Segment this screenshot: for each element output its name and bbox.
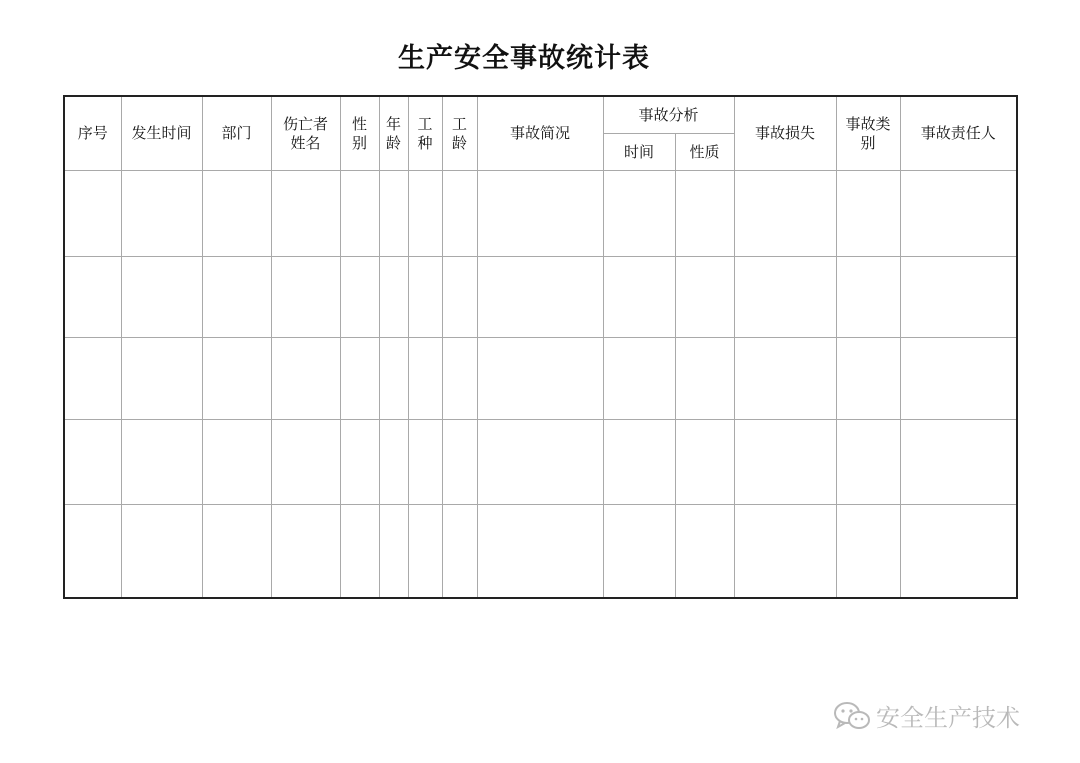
table-cell[interactable] — [477, 338, 603, 420]
header-job — [408, 96, 442, 171]
table-cell[interactable] — [734, 420, 836, 505]
table-cell[interactable] — [202, 420, 271, 505]
header-category-text: 事故类别 — [845, 114, 891, 152]
watermark — [832, 698, 1020, 733]
table-cell[interactable] — [900, 171, 1017, 257]
table-cell[interactable] — [408, 171, 442, 257]
table-cell[interactable] — [121, 257, 202, 338]
table-cell[interactable] — [477, 171, 603, 257]
table-cell[interactable] — [836, 171, 900, 257]
table-cell[interactable] — [271, 420, 340, 505]
header-gender — [340, 96, 379, 171]
table-cell[interactable] — [603, 171, 675, 257]
table-cell[interactable] — [64, 171, 121, 257]
table-cell[interactable] — [675, 338, 734, 420]
header-job-text: 工种 — [417, 114, 433, 152]
table-cell[interactable] — [734, 171, 836, 257]
table-cell[interactable] — [603, 505, 675, 598]
header-seq: 序号 — [64, 96, 121, 171]
header-category — [836, 96, 900, 171]
header-loss: 事故损失 — [734, 96, 836, 171]
table-cell[interactable] — [271, 338, 340, 420]
table-cell[interactable] — [271, 171, 340, 257]
table-row — [64, 338, 1017, 420]
table-cell[interactable] — [477, 420, 603, 505]
table-cell[interactable] — [675, 257, 734, 338]
table-cell[interactable] — [202, 338, 271, 420]
table-cell[interactable] — [442, 171, 477, 257]
table-cell[interactable] — [603, 257, 675, 338]
table-cell[interactable] — [202, 171, 271, 257]
table-cell[interactable] — [900, 505, 1017, 598]
table-cell[interactable] — [675, 171, 734, 257]
table-cell[interactable] — [64, 257, 121, 338]
table-cell[interactable] — [121, 171, 202, 257]
table-cell[interactable] — [603, 338, 675, 420]
table-cell[interactable] — [900, 257, 1017, 338]
table-cell[interactable] — [121, 505, 202, 598]
table-cell[interactable] — [442, 505, 477, 598]
header-age — [379, 96, 408, 171]
wechat-icon — [832, 700, 872, 732]
table-cell[interactable] — [836, 338, 900, 420]
table-cell[interactable] — [408, 257, 442, 338]
page-title: 生产安全事故统计表 — [398, 43, 650, 74]
header-dept: 部门 — [202, 96, 271, 171]
header-tenure-text: 工龄 — [451, 114, 467, 152]
table-cell[interactable] — [271, 257, 340, 338]
watermark-text: 安全生产技术 — [876, 704, 1020, 732]
table-row — [64, 420, 1017, 505]
table-cell[interactable] — [379, 257, 408, 338]
table-cell[interactable] — [340, 338, 379, 420]
accident-statistics-table — [63, 95, 1018, 599]
table-cell[interactable] — [477, 257, 603, 338]
table-cell[interactable] — [900, 420, 1017, 505]
table-cell[interactable] — [202, 257, 271, 338]
table-cell[interactable] — [734, 505, 836, 598]
header-analysis-time: 时间 — [603, 134, 675, 171]
header-gender-text: 性别 — [351, 114, 367, 152]
table-cell[interactable] — [734, 338, 836, 420]
header-casualty-name-text: 伤亡者姓名 — [282, 114, 328, 152]
table-cell[interactable] — [340, 505, 379, 598]
table-cell[interactable] — [675, 420, 734, 505]
table-body — [64, 171, 1017, 599]
header-age-text: 年龄 — [385, 114, 401, 152]
table-cell[interactable] — [836, 505, 900, 598]
table-row — [64, 171, 1017, 257]
table-cell[interactable] — [442, 338, 477, 420]
table-cell[interactable] — [379, 420, 408, 505]
table-cell[interactable] — [64, 338, 121, 420]
table-cell[interactable] — [900, 338, 1017, 420]
table-cell[interactable] — [603, 420, 675, 505]
header-analysis: 事故分析 — [603, 96, 734, 134]
table-cell[interactable] — [379, 505, 408, 598]
table-cell[interactable] — [64, 420, 121, 505]
table-cell[interactable] — [836, 257, 900, 338]
table-cell[interactable] — [836, 420, 900, 505]
table-cell[interactable] — [340, 171, 379, 257]
table-cell[interactable] — [379, 171, 408, 257]
table-cell[interactable] — [379, 338, 408, 420]
table-cell[interactable] — [408, 420, 442, 505]
table-cell[interactable] — [408, 338, 442, 420]
table-row — [64, 257, 1017, 338]
header-responsible: 事故责任人 — [900, 96, 1017, 171]
table-cell[interactable] — [121, 420, 202, 505]
table-cell[interactable] — [442, 257, 477, 338]
header-casualty-name — [271, 96, 340, 171]
table-cell[interactable] — [340, 420, 379, 505]
table-cell[interactable] — [442, 420, 477, 505]
table-cell[interactable] — [121, 338, 202, 420]
table-row — [64, 505, 1017, 598]
header-tenure — [442, 96, 477, 171]
table-cell[interactable] — [408, 505, 442, 598]
table-cell[interactable] — [64, 505, 121, 598]
table-cell[interactable] — [202, 505, 271, 598]
table-cell[interactable] — [271, 505, 340, 598]
header-analysis-nature: 性质 — [675, 134, 734, 171]
table-cell[interactable] — [675, 505, 734, 598]
table-cell[interactable] — [340, 257, 379, 338]
header-time: 发生时间 — [121, 96, 202, 171]
table-cell[interactable] — [477, 505, 603, 598]
table-cell[interactable] — [734, 257, 836, 338]
header-summary: 事故简况 — [477, 96, 603, 171]
